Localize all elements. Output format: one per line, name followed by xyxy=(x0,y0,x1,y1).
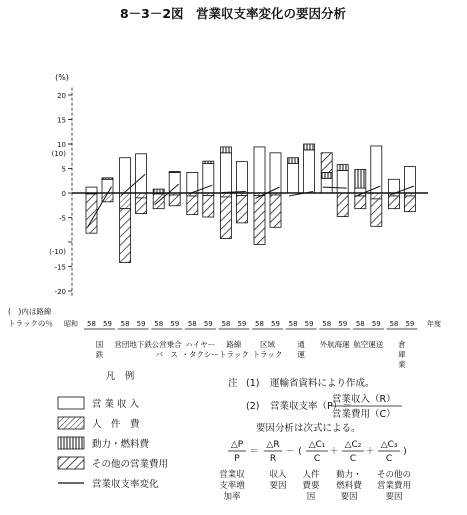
year-unit-right: 年度 xyxy=(427,320,441,328)
bar-segment-other xyxy=(203,195,214,217)
bar-segment-other xyxy=(355,196,366,209)
bar-segment-other xyxy=(270,195,281,227)
formula-factor-label: 燃料費 xyxy=(336,481,362,491)
year-row xyxy=(8,306,441,329)
category-label: 航空運送 xyxy=(353,340,384,349)
y-tick-label: -15 xyxy=(54,263,66,272)
bar-segment-personnel xyxy=(136,193,147,198)
formula-factor-label: 動力・ xyxy=(336,470,362,480)
category-label: 路線 xyxy=(226,340,242,349)
legend-title: 凡 例 xyxy=(105,371,135,382)
formula-factor-label: 営業収 xyxy=(219,470,245,480)
formula-factors xyxy=(219,469,411,502)
formula xyxy=(228,440,407,464)
y-tick-label: 0 xyxy=(61,190,66,198)
bars xyxy=(86,144,415,263)
year-labels xyxy=(84,320,417,329)
bar-segment-fuel xyxy=(355,169,366,188)
note-left-line1: ( )内は路線 xyxy=(8,307,52,316)
bar-segment-other xyxy=(388,196,399,209)
category-label: ・タクシー xyxy=(181,350,220,359)
bar-segment-revenue xyxy=(337,170,348,193)
notes xyxy=(219,377,411,502)
year-label: 59 xyxy=(304,320,314,328)
legend xyxy=(58,370,168,490)
formula-numerator: △C₃ xyxy=(380,440,398,450)
category-label: 外航海運 xyxy=(319,340,350,349)
formula-factor-label: その他の xyxy=(376,470,412,480)
bar-segment-revenue xyxy=(236,162,247,193)
category-label: 業 xyxy=(398,360,406,369)
category-label: 庫 xyxy=(398,350,406,359)
category-label: トラック xyxy=(218,350,249,359)
bar-segment-revenue xyxy=(102,179,113,193)
category-label: 倉 xyxy=(398,340,406,349)
legend-label-personnel: 人 件 費 xyxy=(92,419,140,430)
legend-swatch-other xyxy=(58,457,84,469)
bar-segment-revenue xyxy=(220,153,231,193)
formula-operator: － xyxy=(285,447,295,457)
year-label: 59 xyxy=(338,320,348,328)
year-label: 58 xyxy=(154,320,164,328)
bar-segment-revenue xyxy=(169,172,180,193)
year-label: 58 xyxy=(355,320,365,328)
year-unit-left: 昭和 xyxy=(64,320,78,328)
y-tick-label: -20 xyxy=(54,288,66,296)
y-tick-label: (10) xyxy=(51,150,66,158)
formula-denominator: C xyxy=(349,454,357,464)
category-label: 区域 xyxy=(260,340,275,349)
bar-segment-other xyxy=(120,209,131,263)
category-label: 国 xyxy=(95,340,104,349)
year-label: 58 xyxy=(288,320,298,328)
y-tick-label: -5 xyxy=(59,214,66,223)
category-label: 運 xyxy=(297,350,305,359)
bar-segment-other xyxy=(236,195,247,222)
formula-factor-label: 要因 xyxy=(340,492,358,502)
bar-segment-fuel xyxy=(321,172,332,178)
formula-factor-label: 因 xyxy=(306,492,316,502)
legend-items xyxy=(58,397,168,490)
note1-mark: (1) xyxy=(246,378,260,389)
y-axis xyxy=(49,88,72,296)
bar-segment-revenue xyxy=(187,172,198,193)
category-label: 営団地下鉄 xyxy=(114,340,152,349)
formula-denominator: C xyxy=(313,454,321,464)
formula-operator: ＝ xyxy=(249,447,259,457)
year-label: 58 xyxy=(221,320,231,328)
legend-swatch-personnel xyxy=(58,417,84,429)
bar-segment-fuel xyxy=(304,144,315,150)
note-head: 注 xyxy=(228,378,238,389)
bar-segment-fuel xyxy=(220,147,231,153)
bar-segment-other xyxy=(321,153,332,173)
bar-segment-other xyxy=(254,195,265,244)
formula-denominator: C xyxy=(385,454,393,464)
bar-segment-fuel xyxy=(337,165,348,171)
bar-segment-revenue xyxy=(388,179,399,193)
formula-numerator: △C₁ xyxy=(308,440,326,450)
bar-segment-other xyxy=(337,193,348,217)
formula-operator: ( xyxy=(298,447,302,457)
bar-segment-revenue xyxy=(136,154,147,193)
legend-label-revenue: 営 業 収 入 xyxy=(92,399,140,410)
bar-segment-revenue xyxy=(86,187,97,193)
year-label: 58 xyxy=(87,320,96,328)
bar-segment-other xyxy=(169,195,180,206)
formula-factor-label: 営業費用 xyxy=(376,481,412,491)
year-label: 59 xyxy=(170,320,180,328)
year-label: 58 xyxy=(322,320,332,328)
legend-swatch-revenue xyxy=(58,397,84,409)
y-tick-label: 20 xyxy=(57,92,66,100)
bar-segment-personnel xyxy=(371,193,382,199)
bar-segment-other xyxy=(371,199,382,226)
y-tick-label: 10 xyxy=(57,141,66,149)
formula-factor-label: 加率 xyxy=(223,492,241,502)
bar-segment-fuel xyxy=(288,158,299,164)
bar-segment-other xyxy=(220,197,231,239)
bar-segment-revenue xyxy=(304,150,315,193)
legend-label-change: 営業収支率変化 xyxy=(92,479,159,490)
formula-factor-label: 収入 xyxy=(269,470,287,480)
category-label: バ ス xyxy=(155,350,178,359)
note-left-line2: トラックの％ xyxy=(8,319,53,328)
note2-numerator: 営業収入（R） xyxy=(332,394,396,405)
category-label: ハイヤー xyxy=(185,340,216,349)
bar-segment-revenue xyxy=(203,164,214,193)
year-label: 59 xyxy=(103,320,112,328)
category-label: トラック xyxy=(252,350,283,359)
legend-label-other: その他の営業費用 xyxy=(92,459,169,470)
year-label: 58 xyxy=(389,320,399,328)
y-tick-label: 15 xyxy=(57,116,66,125)
legend-swatch-fuel xyxy=(58,437,84,449)
year-label: 59 xyxy=(203,320,213,328)
legend-label-fuel: 動力・燃料費 xyxy=(92,439,150,450)
note2-text: 要因分析は次式による。 xyxy=(256,423,361,434)
formula-factor-label: 支率増 xyxy=(219,481,245,491)
formula-factor-label: 費要 xyxy=(302,481,320,491)
bar-segment-revenue xyxy=(321,178,332,193)
year-label: 58 xyxy=(255,320,264,328)
bar-segment-fuel xyxy=(203,161,214,163)
category-label: 鉄 xyxy=(95,350,104,359)
year-label: 59 xyxy=(237,320,247,328)
bar-segment-other xyxy=(187,196,198,215)
category-labels xyxy=(96,339,406,369)
formula-numerator: △R xyxy=(266,440,280,450)
bar-segment-revenue xyxy=(120,158,131,193)
bar-segment-revenue xyxy=(254,147,265,193)
y-unit-label: (%) xyxy=(55,73,69,82)
formula-operator: ) xyxy=(403,447,407,457)
category-label: 通 xyxy=(297,340,305,349)
bar-segment-revenue xyxy=(288,164,299,193)
year-label: 58 xyxy=(120,320,130,328)
note2-mark: (2) xyxy=(246,401,260,412)
year-label: 59 xyxy=(271,320,280,328)
bar-segment-fuel xyxy=(169,171,180,172)
bar-segment-other xyxy=(404,196,415,212)
bar-segment-other xyxy=(136,198,147,214)
formula-operator: ＋ xyxy=(329,447,339,457)
year-label: 58 xyxy=(187,320,197,328)
note2-lhs: 営業収支率（P）＝ xyxy=(270,401,352,412)
y-tick-label: 5 xyxy=(61,165,66,174)
year-label: 59 xyxy=(371,320,381,328)
formula-factor-label: 要因 xyxy=(269,481,287,491)
formula-numerator: △C₂ xyxy=(344,440,362,450)
note1-text: 運輸省資料により作成。 xyxy=(270,378,375,389)
formula-factor-label: 要因 xyxy=(385,492,403,502)
category-label: 公営乗合 xyxy=(151,340,182,349)
formula-numerator: △P xyxy=(230,440,244,450)
formula-denominator: P xyxy=(234,454,240,464)
note2-denominator: 営業費用（C） xyxy=(332,409,396,420)
year-label: 59 xyxy=(136,320,146,328)
y-tick-label: (-10) xyxy=(49,248,66,256)
chart-title: 8－3－2図 営業収支率変化の要因分析 xyxy=(119,6,347,21)
formula-operator: ＋ xyxy=(365,447,375,457)
bar-segment-fuel xyxy=(102,178,113,179)
year-label: 59 xyxy=(405,320,415,328)
formula-factor-label: 人件 xyxy=(302,470,320,480)
formula-denominator: R xyxy=(269,454,277,464)
